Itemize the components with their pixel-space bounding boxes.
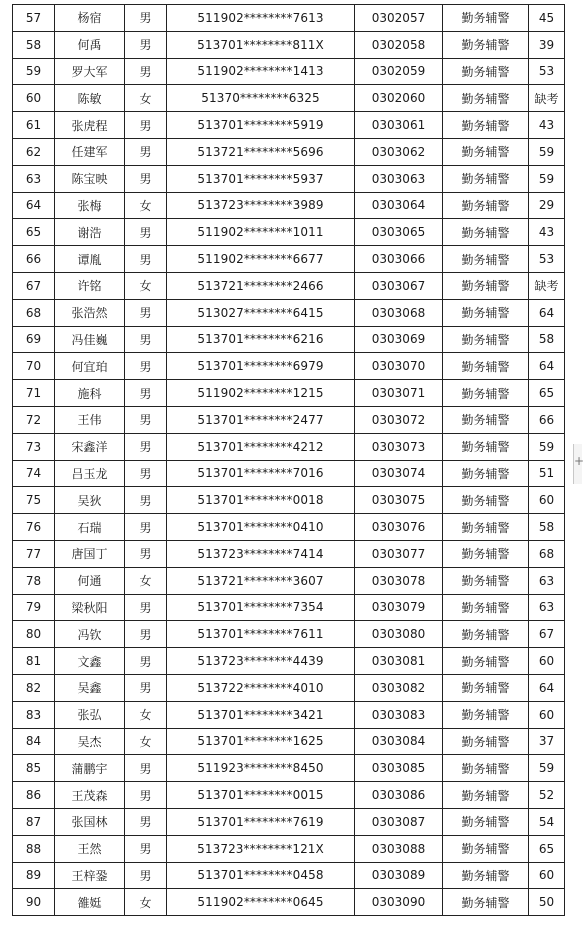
- id-number-cell: 513701********6216: [167, 326, 355, 353]
- position-cell: 勤务辅警: [443, 621, 529, 648]
- id-number-cell: 513723********121X: [167, 835, 355, 862]
- plus-icon[interactable]: +: [574, 454, 584, 468]
- row-number-cell: 73: [13, 433, 55, 460]
- id-number-cell: 513701********5937: [167, 165, 355, 192]
- table-row: [13, 219, 565, 246]
- position-cell: 勤务辅警: [443, 487, 529, 514]
- id-number-cell: 513701********2477: [167, 406, 355, 433]
- position-cell: 勤务辅警: [443, 299, 529, 326]
- exam-number-cell: 0303061: [355, 112, 443, 139]
- name-cell: 王伟: [55, 406, 125, 433]
- gender-cell: 女: [125, 192, 167, 219]
- id-number-cell: 513721********2466: [167, 272, 355, 299]
- row-number-cell: 68: [13, 299, 55, 326]
- id-number-cell: 513701********3421: [167, 701, 355, 728]
- name-cell: 吕玉龙: [55, 460, 125, 487]
- gender-cell: 男: [125, 433, 167, 460]
- name-cell: 蒲鹏宇: [55, 755, 125, 782]
- score-cell: 54: [529, 808, 565, 835]
- table-row: [13, 112, 565, 139]
- score-cell: 缺考: [529, 272, 565, 299]
- gender-cell: 男: [125, 353, 167, 380]
- id-number-cell: 513722********4010: [167, 674, 355, 701]
- exam-number-cell: 0303081: [355, 648, 443, 675]
- id-number-cell: 513701********0410: [167, 514, 355, 541]
- table-row: [13, 540, 565, 567]
- exam-number-cell: 0303083: [355, 701, 443, 728]
- score-cell: 67: [529, 621, 565, 648]
- id-number-cell: 511902********7613: [167, 5, 355, 32]
- name-cell: 王梓銎: [55, 862, 125, 889]
- name-cell: 吴杰: [55, 728, 125, 755]
- exam-number-cell: 0303082: [355, 674, 443, 701]
- position-cell: 勤务辅警: [443, 5, 529, 32]
- row-number-cell: 78: [13, 567, 55, 594]
- position-cell: 勤务辅警: [443, 594, 529, 621]
- name-cell: 杨宿: [55, 5, 125, 32]
- table-row: [13, 594, 565, 621]
- position-cell: 勤务辅警: [443, 406, 529, 433]
- exam-number-cell: 0303070: [355, 353, 443, 380]
- id-number-cell: 513721********5696: [167, 138, 355, 165]
- id-number-cell: 511902********1413: [167, 58, 355, 85]
- exam-number-cell: 0302060: [355, 85, 443, 112]
- row-number-cell: 89: [13, 862, 55, 889]
- position-cell: 勤务辅警: [443, 808, 529, 835]
- position-cell: 勤务辅警: [443, 674, 529, 701]
- row-number-cell: 69: [13, 326, 55, 353]
- exam-number-cell: 0303066: [355, 246, 443, 273]
- score-cell: 68: [529, 540, 565, 567]
- gender-cell: 女: [125, 728, 167, 755]
- gender-cell: 男: [125, 540, 167, 567]
- exam-number-cell: 0303072: [355, 406, 443, 433]
- table-row: [13, 85, 565, 112]
- row-number-cell: 71: [13, 380, 55, 407]
- row-number-cell: 62: [13, 138, 55, 165]
- table-row: [13, 514, 565, 541]
- gender-cell: 男: [125, 782, 167, 809]
- score-cell: 63: [529, 567, 565, 594]
- table-row: [13, 246, 565, 273]
- score-cell: 58: [529, 514, 565, 541]
- position-cell: 勤务辅警: [443, 353, 529, 380]
- row-number-cell: 76: [13, 514, 55, 541]
- id-number-cell: 513723********4439: [167, 648, 355, 675]
- position-cell: 勤务辅警: [443, 138, 529, 165]
- row-number-cell: 72: [13, 406, 55, 433]
- table-row: [13, 648, 565, 675]
- table-row: [13, 165, 565, 192]
- name-cell: 陈敏: [55, 85, 125, 112]
- score-cell: 60: [529, 701, 565, 728]
- exam-number-cell: 0303085: [355, 755, 443, 782]
- gender-cell: 男: [125, 406, 167, 433]
- id-number-cell: 513701********6979: [167, 353, 355, 380]
- id-number-cell: 513701********0015: [167, 782, 355, 809]
- name-cell: 冯佳巍: [55, 326, 125, 353]
- gender-cell: 男: [125, 594, 167, 621]
- name-cell: 谭胤: [55, 246, 125, 273]
- table-row: [13, 889, 565, 916]
- exam-number-cell: 0303062: [355, 138, 443, 165]
- position-cell: 勤务辅警: [443, 31, 529, 58]
- id-number-cell: 513701********0458: [167, 862, 355, 889]
- position-cell: 勤务辅警: [443, 112, 529, 139]
- gender-cell: 女: [125, 567, 167, 594]
- exam-number-cell: 0303065: [355, 219, 443, 246]
- row-number-cell: 70: [13, 353, 55, 380]
- position-cell: 勤务辅警: [443, 460, 529, 487]
- score-cell: 60: [529, 487, 565, 514]
- score-cell: 39: [529, 31, 565, 58]
- score-cell: 64: [529, 353, 565, 380]
- exam-number-cell: 0303067: [355, 272, 443, 299]
- table-row: [13, 835, 565, 862]
- score-cell: 59: [529, 138, 565, 165]
- row-number-cell: 79: [13, 594, 55, 621]
- id-number-cell: 513027********6415: [167, 299, 355, 326]
- row-number-cell: 85: [13, 755, 55, 782]
- exam-number-cell: 0303063: [355, 165, 443, 192]
- position-cell: 勤务辅警: [443, 782, 529, 809]
- exam-number-cell: 0303088: [355, 835, 443, 862]
- gender-cell: 男: [125, 487, 167, 514]
- name-cell: 何宜珀: [55, 353, 125, 380]
- table-row: [13, 728, 565, 755]
- id-number-cell: 513701********5919: [167, 112, 355, 139]
- gender-cell: 男: [125, 165, 167, 192]
- score-cell: 37: [529, 728, 565, 755]
- table-row: [13, 433, 565, 460]
- id-number-cell: 513701********7611: [167, 621, 355, 648]
- row-number-cell: 58: [13, 31, 55, 58]
- position-cell: 勤务辅警: [443, 540, 529, 567]
- id-number-cell: 513723********3989: [167, 192, 355, 219]
- table-row: [13, 621, 565, 648]
- table-row: [13, 5, 565, 32]
- id-number-cell: 513701********1625: [167, 728, 355, 755]
- row-number-cell: 67: [13, 272, 55, 299]
- row-number-cell: 83: [13, 701, 55, 728]
- position-cell: 勤务辅警: [443, 246, 529, 273]
- gender-cell: 男: [125, 755, 167, 782]
- name-cell: 陈宝映: [55, 165, 125, 192]
- row-number-cell: 88: [13, 835, 55, 862]
- name-cell: 宋鑫洋: [55, 433, 125, 460]
- exam-number-cell: 0303090: [355, 889, 443, 916]
- gender-cell: 男: [125, 58, 167, 85]
- row-number-cell: 65: [13, 219, 55, 246]
- row-number-cell: 60: [13, 85, 55, 112]
- gender-cell: 男: [125, 648, 167, 675]
- table-row: [13, 487, 565, 514]
- exam-number-cell: 0302058: [355, 31, 443, 58]
- gender-cell: 男: [125, 835, 167, 862]
- name-cell: 梁秋阳: [55, 594, 125, 621]
- score-cell: 53: [529, 246, 565, 273]
- row-number-cell: 77: [13, 540, 55, 567]
- position-cell: 勤务辅警: [443, 889, 529, 916]
- table-row: [13, 674, 565, 701]
- score-cell: 43: [529, 112, 565, 139]
- gender-cell: 女: [125, 701, 167, 728]
- name-cell: 文鑫: [55, 648, 125, 675]
- row-number-cell: 57: [13, 5, 55, 32]
- row-number-cell: 82: [13, 674, 55, 701]
- exam-number-cell: 0303078: [355, 567, 443, 594]
- position-cell: 勤务辅警: [443, 835, 529, 862]
- row-number-cell: 59: [13, 58, 55, 85]
- id-number-cell: 513701********7016: [167, 460, 355, 487]
- position-cell: 勤务辅警: [443, 567, 529, 594]
- name-cell: 张虎程: [55, 112, 125, 139]
- table-row: [13, 782, 565, 809]
- name-cell: 许铭: [55, 272, 125, 299]
- id-number-cell: 513701********0018: [167, 487, 355, 514]
- exam-number-cell: 0303073: [355, 433, 443, 460]
- exam-number-cell: 0303089: [355, 862, 443, 889]
- name-cell: 谢浩: [55, 219, 125, 246]
- gender-cell: 男: [125, 31, 167, 58]
- exam-number-cell: 0303069: [355, 326, 443, 353]
- position-cell: 勤务辅警: [443, 862, 529, 889]
- position-cell: 勤务辅警: [443, 85, 529, 112]
- gender-cell: 男: [125, 112, 167, 139]
- score-cell: 60: [529, 648, 565, 675]
- gender-cell: 男: [125, 5, 167, 32]
- table-row: [13, 380, 565, 407]
- row-number-cell: 84: [13, 728, 55, 755]
- position-cell: 勤务辅警: [443, 701, 529, 728]
- exam-number-cell: 0303075: [355, 487, 443, 514]
- row-number-cell: 81: [13, 648, 55, 675]
- gender-cell: 男: [125, 621, 167, 648]
- id-number-cell: 513701********7354: [167, 594, 355, 621]
- position-cell: 勤务辅警: [443, 755, 529, 782]
- row-number-cell: 66: [13, 246, 55, 273]
- position-cell: 勤务辅警: [443, 326, 529, 353]
- name-cell: 石瑞: [55, 514, 125, 541]
- table-row: [13, 808, 565, 835]
- exam-number-cell: 0303087: [355, 808, 443, 835]
- score-cell: 65: [529, 835, 565, 862]
- exam-number-cell: 0303080: [355, 621, 443, 648]
- score-cell: 43: [529, 219, 565, 246]
- table-row: [13, 460, 565, 487]
- table-row: [13, 862, 565, 889]
- id-number-cell: 511902********1011: [167, 219, 355, 246]
- gender-cell: 男: [125, 862, 167, 889]
- gender-cell: 男: [125, 514, 167, 541]
- name-cell: 何禹: [55, 31, 125, 58]
- score-cell: 59: [529, 433, 565, 460]
- name-cell: 张国林: [55, 808, 125, 835]
- id-number-cell: 513721********3607: [167, 567, 355, 594]
- gender-cell: 男: [125, 380, 167, 407]
- gender-cell: 男: [125, 326, 167, 353]
- score-cell: 缺考: [529, 85, 565, 112]
- position-cell: 勤务辅警: [443, 58, 529, 85]
- name-cell: 张浩然: [55, 299, 125, 326]
- exam-number-cell: 0303086: [355, 782, 443, 809]
- name-cell: 罗大军: [55, 58, 125, 85]
- score-cell: 60: [529, 862, 565, 889]
- gender-cell: 男: [125, 246, 167, 273]
- exam-number-cell: 0302057: [355, 5, 443, 32]
- position-cell: 勤务辅警: [443, 192, 529, 219]
- name-cell: 王茂森: [55, 782, 125, 809]
- row-number-cell: 90: [13, 889, 55, 916]
- score-cell: 51: [529, 460, 565, 487]
- row-number-cell: 74: [13, 460, 55, 487]
- table-row: [13, 326, 565, 353]
- table-row: [13, 299, 565, 326]
- exam-number-cell: 0303071: [355, 380, 443, 407]
- name-cell: 吴鑫: [55, 674, 125, 701]
- table-body: [13, 5, 565, 916]
- table-row: [13, 192, 565, 219]
- table-row: [13, 755, 565, 782]
- table-row: [13, 58, 565, 85]
- name-cell: 唐国丁: [55, 540, 125, 567]
- score-cell: 52: [529, 782, 565, 809]
- id-number-cell: 511923********8450: [167, 755, 355, 782]
- position-cell: 勤务辅警: [443, 728, 529, 755]
- score-cell: 29: [529, 192, 565, 219]
- exam-number-cell: 0303076: [355, 514, 443, 541]
- position-cell: 勤务辅警: [443, 272, 529, 299]
- row-number-cell: 61: [13, 112, 55, 139]
- row-number-cell: 87: [13, 808, 55, 835]
- id-number-cell: 511902********6677: [167, 246, 355, 273]
- position-cell: 勤务辅警: [443, 380, 529, 407]
- gender-cell: 男: [125, 138, 167, 165]
- position-cell: 勤务辅警: [443, 219, 529, 246]
- results-table: [12, 4, 565, 916]
- row-number-cell: 75: [13, 487, 55, 514]
- id-number-cell: 51370********6325: [167, 85, 355, 112]
- score-cell: 45: [529, 5, 565, 32]
- id-number-cell: 513701********811X: [167, 31, 355, 58]
- position-cell: 勤务辅警: [443, 165, 529, 192]
- name-cell: 施科: [55, 380, 125, 407]
- name-cell: 张弘: [55, 701, 125, 728]
- exam-number-cell: 0303079: [355, 594, 443, 621]
- gender-cell: 男: [125, 219, 167, 246]
- exam-number-cell: 0303064: [355, 192, 443, 219]
- score-cell: 64: [529, 674, 565, 701]
- position-cell: 勤务辅警: [443, 433, 529, 460]
- exam-number-cell: 0302059: [355, 58, 443, 85]
- gender-cell: 男: [125, 808, 167, 835]
- gender-cell: 女: [125, 85, 167, 112]
- score-cell: 59: [529, 755, 565, 782]
- name-cell: 何通: [55, 567, 125, 594]
- table-row: [13, 353, 565, 380]
- exam-number-cell: 0303074: [355, 460, 443, 487]
- table-row: [13, 406, 565, 433]
- exam-number-cell: 0303077: [355, 540, 443, 567]
- exam-number-cell: 0303084: [355, 728, 443, 755]
- gender-cell: 女: [125, 889, 167, 916]
- row-number-cell: 80: [13, 621, 55, 648]
- score-cell: 50: [529, 889, 565, 916]
- gender-cell: 女: [125, 272, 167, 299]
- name-cell: 张梅: [55, 192, 125, 219]
- score-cell: 53: [529, 58, 565, 85]
- row-number-cell: 63: [13, 165, 55, 192]
- gender-cell: 男: [125, 460, 167, 487]
- score-cell: 65: [529, 380, 565, 407]
- name-cell: 雒娗: [55, 889, 125, 916]
- name-cell: 冯钦: [55, 621, 125, 648]
- id-number-cell: 513723********7414: [167, 540, 355, 567]
- table-row: [13, 272, 565, 299]
- score-cell: 58: [529, 326, 565, 353]
- id-number-cell: 513701********7619: [167, 808, 355, 835]
- row-number-cell: 86: [13, 782, 55, 809]
- table-row: [13, 567, 565, 594]
- name-cell: 任建军: [55, 138, 125, 165]
- name-cell: 王然: [55, 835, 125, 862]
- exam-number-cell: 0303068: [355, 299, 443, 326]
- id-number-cell: 513701********4212: [167, 433, 355, 460]
- score-cell: 64: [529, 299, 565, 326]
- score-cell: 63: [529, 594, 565, 621]
- id-number-cell: 511902********0645: [167, 889, 355, 916]
- gender-cell: 男: [125, 299, 167, 326]
- gender-cell: 男: [125, 674, 167, 701]
- score-cell: 59: [529, 165, 565, 192]
- table-row: [13, 701, 565, 728]
- position-cell: 勤务辅警: [443, 514, 529, 541]
- row-number-cell: 64: [13, 192, 55, 219]
- id-number-cell: 511902********1215: [167, 380, 355, 407]
- position-cell: 勤务辅警: [443, 648, 529, 675]
- table-row: [13, 31, 565, 58]
- table-row: [13, 138, 565, 165]
- name-cell: 吴狄: [55, 487, 125, 514]
- score-cell: 66: [529, 406, 565, 433]
